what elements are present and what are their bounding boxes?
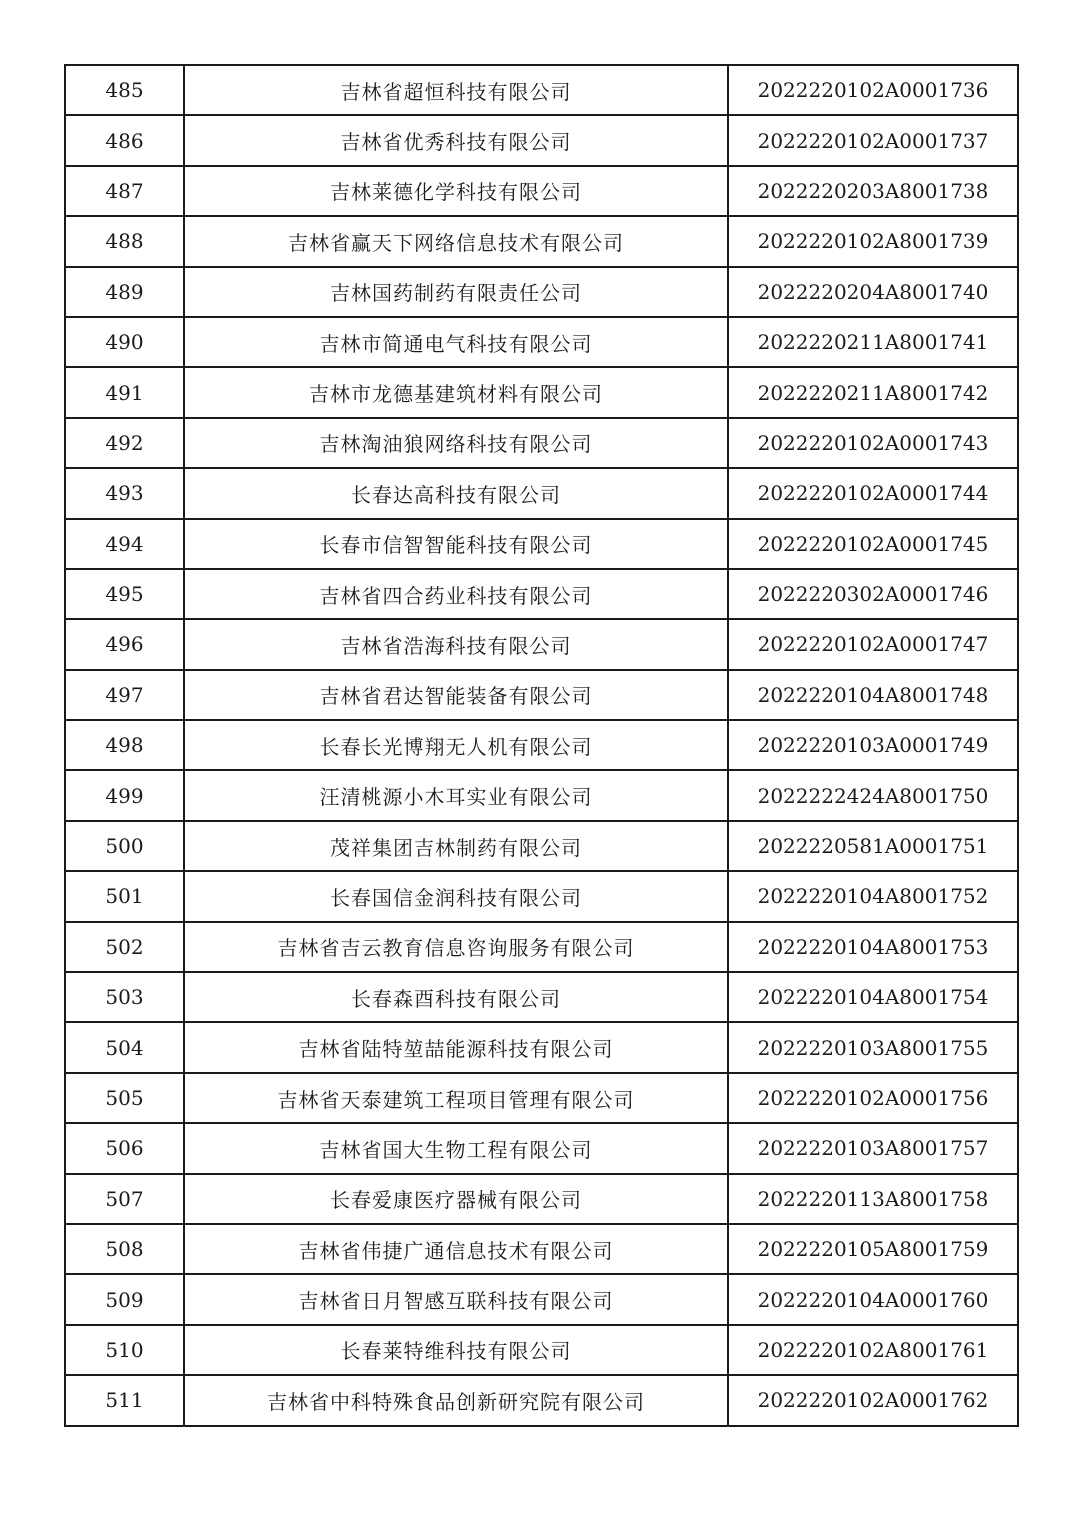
row-registration-code: 2022220105A8001759: [728, 1224, 1018, 1274]
row-registration-code: 2022220103A8001755: [728, 1022, 1018, 1072]
table-row: [65, 115, 1018, 165]
row-registration-code: 2022220103A8001757: [728, 1123, 1018, 1173]
row-sequence-number: 495: [65, 569, 184, 619]
row-sequence-number: 486: [65, 115, 184, 165]
row-registration-code: 2022220104A8001754: [728, 972, 1018, 1022]
company-list-table-wrapper: [64, 64, 1015, 1427]
row-sequence-number: 496: [65, 619, 184, 669]
row-sequence-number: 503: [65, 972, 184, 1022]
row-company-name: 吉林省天泰建筑工程项目管理有限公司: [184, 1073, 728, 1123]
row-registration-code: 2022220102A0001736: [728, 65, 1018, 115]
row-sequence-number: 504: [65, 1022, 184, 1072]
row-sequence-number: 497: [65, 670, 184, 720]
row-sequence-number: 500: [65, 821, 184, 871]
row-registration-code: 2022220102A0001747: [728, 619, 1018, 669]
row-company-name: 吉林淘油狼网络科技有限公司: [184, 418, 728, 468]
row-sequence-number: 492: [65, 418, 184, 468]
row-company-name: 长春莱特维科技有限公司: [184, 1325, 728, 1375]
row-company-name: 吉林省赢天下网络信息技术有限公司: [184, 216, 728, 266]
row-registration-code: 2022220103A0001749: [728, 720, 1018, 770]
row-sequence-number: 493: [65, 468, 184, 518]
row-registration-code: 2022220104A8001752: [728, 871, 1018, 921]
row-sequence-number: 506: [65, 1123, 184, 1173]
row-company-name: 吉林省吉云教育信息咨询服务有限公司: [184, 922, 728, 972]
company-list-table: [64, 64, 1019, 1427]
row-company-name: 吉林省伟捷广通信息技术有限公司: [184, 1224, 728, 1274]
row-sequence-number: 485: [65, 65, 184, 115]
table-row: [65, 1174, 1018, 1224]
row-sequence-number: 502: [65, 922, 184, 972]
row-sequence-number: 507: [65, 1174, 184, 1224]
table-row: [65, 972, 1018, 1022]
table-row: [65, 770, 1018, 820]
row-registration-code: 2022220102A0001737: [728, 115, 1018, 165]
row-company-name: 吉林省日月智感互联科技有限公司: [184, 1274, 728, 1324]
row-registration-code: 2022222424A8001750: [728, 770, 1018, 820]
row-sequence-number: 505: [65, 1073, 184, 1123]
row-company-name: 茂祥集团吉林制药有限公司: [184, 821, 728, 871]
table-row: [65, 1022, 1018, 1072]
table-row: [65, 1224, 1018, 1274]
row-registration-code: 2022220204A8001740: [728, 267, 1018, 317]
table-row: [65, 1123, 1018, 1173]
table-row: [65, 166, 1018, 216]
table-row: [65, 569, 1018, 619]
table-row: [65, 720, 1018, 770]
table-row: [65, 367, 1018, 417]
row-registration-code: 2022220302A0001746: [728, 569, 1018, 619]
row-company-name: 长春市信智智能科技有限公司: [184, 519, 728, 569]
row-sequence-number: 490: [65, 317, 184, 367]
row-company-name: 长春达高科技有限公司: [184, 468, 728, 518]
row-registration-code: 2022220102A0001762: [728, 1375, 1018, 1425]
row-company-name: 吉林市简通电气科技有限公司: [184, 317, 728, 367]
row-company-name: 吉林省四合药业科技有限公司: [184, 569, 728, 619]
row-company-name: 汪清桃源小木耳实业有限公司: [184, 770, 728, 820]
row-sequence-number: 494: [65, 519, 184, 569]
row-registration-code: 2022220203A8001738: [728, 166, 1018, 216]
row-company-name: 长春国信金润科技有限公司: [184, 871, 728, 921]
table-row: [65, 267, 1018, 317]
row-sequence-number: 509: [65, 1274, 184, 1324]
row-registration-code: 2022220102A0001743: [728, 418, 1018, 468]
table-row: [65, 821, 1018, 871]
table-row: [65, 519, 1018, 569]
row-sequence-number: 510: [65, 1325, 184, 1375]
row-sequence-number: 491: [65, 367, 184, 417]
row-registration-code: 2022220102A0001745: [728, 519, 1018, 569]
table-row: [65, 1375, 1018, 1425]
row-company-name: 长春爱康医疗器械有限公司: [184, 1174, 728, 1224]
row-company-name: 吉林省国大生物工程有限公司: [184, 1123, 728, 1173]
table-row: [65, 216, 1018, 266]
row-company-name: 吉林省中科特殊食品创新研究院有限公司: [184, 1375, 728, 1425]
row-company-name: 吉林市龙德基建筑材料有限公司: [184, 367, 728, 417]
row-sequence-number: 487: [65, 166, 184, 216]
row-registration-code: 2022220104A8001748: [728, 670, 1018, 720]
table-row: [65, 670, 1018, 720]
row-registration-code: 2022220211A8001742: [728, 367, 1018, 417]
table-row: [65, 1073, 1018, 1123]
row-company-name: 吉林省优秀科技有限公司: [184, 115, 728, 165]
row-company-name: 吉林省浩海科技有限公司: [184, 619, 728, 669]
table-row: [65, 922, 1018, 972]
row-registration-code: 2022220211A8001741: [728, 317, 1018, 367]
row-registration-code: 2022220104A0001760: [728, 1274, 1018, 1324]
row-sequence-number: 498: [65, 720, 184, 770]
table-row: [65, 1325, 1018, 1375]
row-company-name: 吉林莱德化学科技有限公司: [184, 166, 728, 216]
table-row: [65, 1274, 1018, 1324]
table-row: [65, 317, 1018, 367]
row-sequence-number: 488: [65, 216, 184, 266]
table-row: [65, 619, 1018, 669]
row-sequence-number: 489: [65, 267, 184, 317]
table-row: [65, 468, 1018, 518]
row-sequence-number: 501: [65, 871, 184, 921]
table-body: [65, 65, 1018, 1426]
row-registration-code: 2022220104A8001753: [728, 922, 1018, 972]
row-company-name: 吉林省超恒科技有限公司: [184, 65, 728, 115]
row-registration-code: 2022220102A8001739: [728, 216, 1018, 266]
row-sequence-number: 508: [65, 1224, 184, 1274]
row-sequence-number: 499: [65, 770, 184, 820]
row-company-name: 吉林国药制药有限责任公司: [184, 267, 728, 317]
row-company-name: 长春长光博翔无人机有限公司: [184, 720, 728, 770]
table-row: [65, 871, 1018, 921]
row-company-name: 吉林省君达智能装备有限公司: [184, 670, 728, 720]
row-registration-code: 2022220102A8001761: [728, 1325, 1018, 1375]
row-registration-code: 2022220581A0001751: [728, 821, 1018, 871]
row-company-name: 吉林省陆特堃喆能源科技有限公司: [184, 1022, 728, 1072]
row-sequence-number: 511: [65, 1375, 184, 1425]
row-registration-code: 2022220102A0001744: [728, 468, 1018, 518]
row-company-name: 长春森酉科技有限公司: [184, 972, 728, 1022]
table-row: [65, 418, 1018, 468]
row-registration-code: 2022220113A8001758: [728, 1174, 1018, 1224]
table-row: [65, 65, 1018, 115]
row-registration-code: 2022220102A0001756: [728, 1073, 1018, 1123]
